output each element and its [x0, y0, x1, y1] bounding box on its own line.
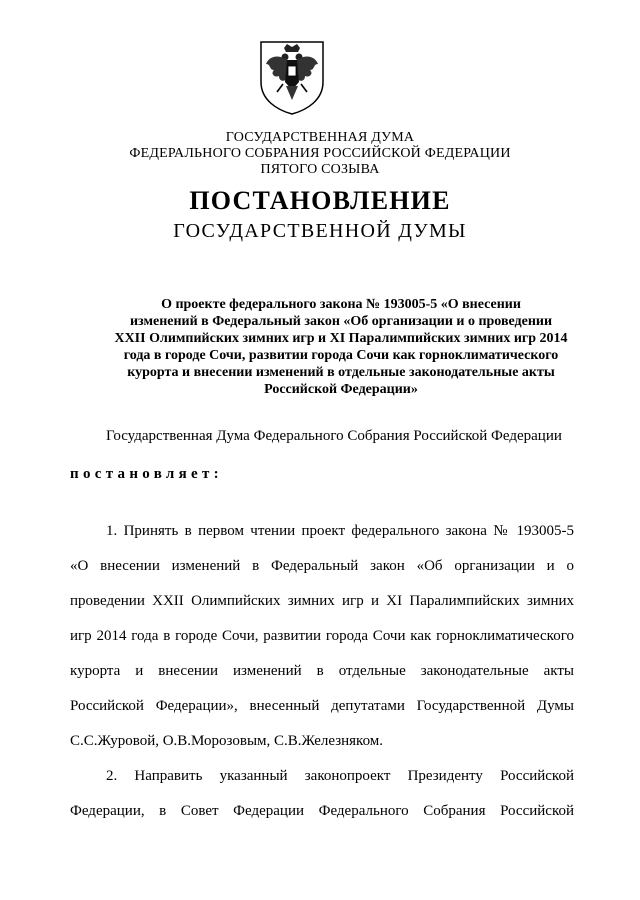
document-subtitle: ГОСУДАРСТВЕННОЙ ДУМЫ	[173, 220, 467, 242]
item-2-line: 2. Направить указанный законопроект Президенту Российской	[106, 768, 574, 784]
org-name-line-2: ФЕДЕРАЛЬНОГО СОБРАНИЯ РОССИЙСКОЙ ФЕДЕРАЦИИ	[129, 146, 511, 161]
item-1-line: Российской Федерации», внесенный депутатами Государственной Думы	[70, 698, 574, 714]
subject-line: О проекте федерального закона № 193005-5 «О внесении	[161, 297, 521, 312]
item-1-line: «О внесении изменений в Федеральный закон «Об организации и о	[70, 558, 574, 574]
resolution-subject	[98, 296, 584, 398]
subject-line: курорта и внесении изменений в отдельные законодательные акты	[127, 365, 555, 380]
convocation: ПЯТОГО СОЗЫВА	[260, 162, 380, 177]
preamble: Государственная Дума Федерального Собрания Российской Федерации	[106, 428, 562, 444]
subject-line: XXII Олимпийских зимних игр и XI Паралимпийских зимних игр 2014	[114, 331, 568, 346]
item-1-line: проведении XXII Олимпийских зимних игр и XI Паралимпийских зимних	[70, 593, 574, 609]
item-1-line: С.С.Журовой, О.В.Морозовым, С.В.Железняком.	[70, 733, 384, 749]
subject-line: изменений в Федеральный закон «Об организации и о проведении	[129, 314, 553, 329]
russian-coat-of-arms-icon	[257, 38, 327, 116]
subject-line: года в городе Сочи, развитии города Сочи как горноклиматического	[123, 348, 559, 363]
item-1-line: игр 2014 года в городе Сочи, развитии города Сочи как горноклиматического	[70, 628, 574, 644]
item-1-line: курорта и внесении изменений в отдельные законодательные акты	[70, 663, 574, 679]
item-1-line: 1. Принять в первом чтении проект федерального закона № 193005-5	[106, 523, 574, 539]
document-title: ПОСТАНОВЛЕНИЕ	[189, 186, 451, 215]
item-2-line: Федерации, в Совет Федерации Федерального Собрания Российской	[70, 803, 574, 819]
decree-word: постановляет:	[70, 466, 223, 482]
subject-line: Российской Федерации»	[264, 382, 418, 397]
org-name-line-1: ГОСУДАРСТВЕННАЯ ДУМА	[225, 130, 415, 145]
